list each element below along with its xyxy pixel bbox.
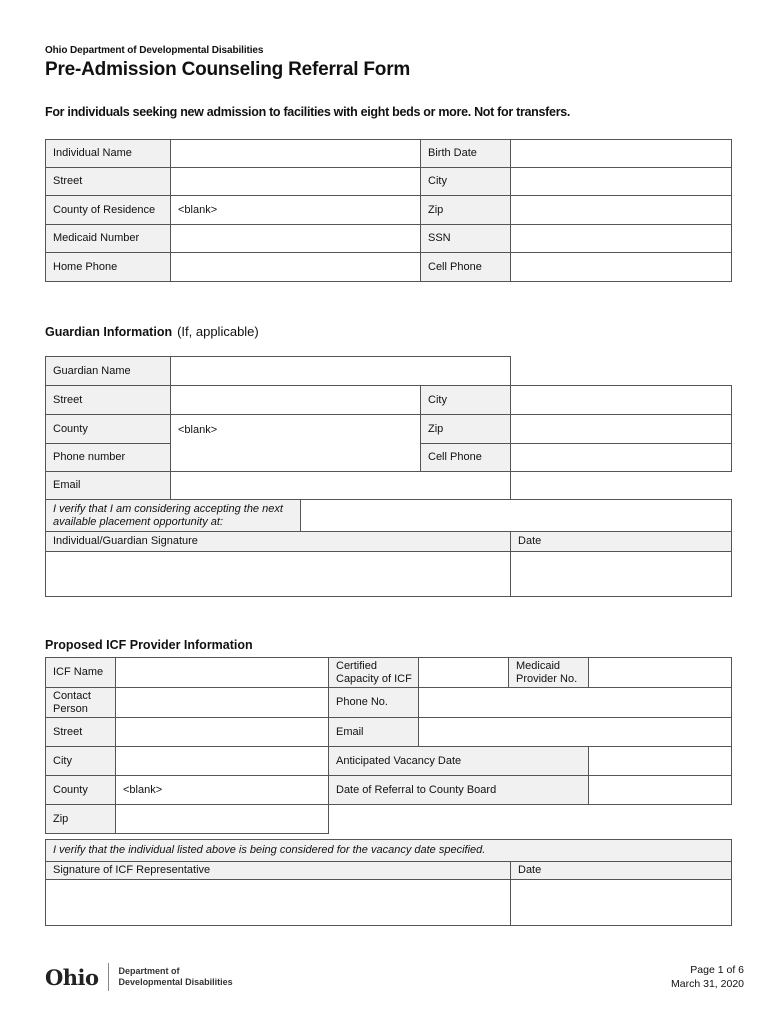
referral-date-label: Date of Referral to County Board [329, 776, 589, 805]
guardian-date-field[interactable] [511, 552, 732, 597]
provider-empty-cell [329, 805, 732, 834]
guardian-heading-title: Guardian Information [45, 325, 173, 339]
guardian-date-label: Date [511, 532, 732, 552]
guardian-city-field[interactable] [511, 386, 732, 415]
provider-phone-field[interactable] [419, 688, 732, 718]
provider-verify-table [45, 839, 732, 926]
logo-line-2: Developmental Disabilities [118, 977, 233, 987]
guardian-heading-note: (If, applicable) [177, 324, 259, 339]
contact-person-field[interactable] [116, 688, 329, 718]
city-field[interactable] [511, 168, 732, 196]
certified-capacity-field[interactable] [419, 658, 509, 688]
guardian-verify-text: I verify that I am considering accepting the next available placement opportunity at: [46, 500, 301, 532]
provider-city-field[interactable] [116, 747, 329, 776]
guardian-name-field[interactable] [171, 357, 511, 386]
guardian-email-label: Email [46, 472, 171, 500]
guardian-city-label: City [421, 386, 511, 415]
logo-line-1: Department of [118, 966, 180, 976]
icf-signature-label: Signature of ICF Representative [46, 862, 511, 880]
city-label: City [421, 168, 511, 196]
guardian-cell-phone-label: Cell Phone [421, 444, 511, 472]
logo-divider [108, 963, 109, 991]
provider-phone-label: Phone No. [329, 688, 419, 718]
cell-phone-label: Cell Phone [421, 253, 511, 282]
guardian-table [45, 356, 732, 597]
anticipated-vacancy-label: Anticipated Vacancy Date [329, 747, 589, 776]
ohio-logo-word: Ohio [45, 964, 99, 990]
provider-email-label: Email [329, 718, 419, 747]
guardian-phone-label: Phone number [46, 444, 171, 472]
provider-table [45, 657, 732, 834]
guardian-name-label: Guardian Name [46, 357, 171, 386]
provider-verify-text: I verify that the individual listed above is being considered for the vacancy date specified. [46, 840, 732, 862]
guardian-zip-field[interactable] [511, 415, 732, 444]
guardian-county-select[interactable]: <blank> [171, 415, 421, 472]
zip-field[interactable] [511, 196, 732, 225]
icf-date-label: Date [511, 862, 732, 880]
guardian-heading [45, 323, 259, 341]
ohio-dodd-logo [45, 963, 233, 991]
provider-heading: Proposed ICF Provider Information [45, 638, 253, 652]
individual-name-label: Individual Name [46, 140, 171, 168]
street-label: Street [46, 168, 171, 196]
medicaid-provider-field[interactable] [589, 658, 732, 688]
zip-label: Zip [421, 196, 511, 225]
birth-date-label: Birth Date [421, 140, 511, 168]
provider-county-label: County [46, 776, 116, 805]
icf-name-label: ICF Name [46, 658, 116, 688]
icf-signature-field[interactable] [46, 880, 511, 926]
revision-date: March 31, 2020 [671, 978, 744, 990]
provider-city-label: City [46, 747, 116, 776]
street-field[interactable] [171, 168, 421, 196]
birth-date-field[interactable] [511, 140, 732, 168]
guardian-placement-field[interactable] [301, 500, 732, 532]
provider-county-select[interactable]: <blank> [116, 776, 329, 805]
guardian-email-field[interactable] [171, 472, 511, 500]
cell-phone-field[interactable] [511, 253, 732, 282]
ssn-label: SSN [421, 225, 511, 253]
guardian-signature-label: Individual/Guardian Signature [46, 532, 511, 552]
form-subtitle: For individuals seeking new admission to facilities with eight beds or more. Not for transfers. [45, 105, 571, 119]
provider-street-label: Street [46, 718, 116, 747]
provider-zip-field[interactable] [116, 805, 329, 834]
certified-capacity-label: Certified Capacity of ICF [329, 658, 419, 688]
referral-date-field[interactable] [589, 776, 732, 805]
medicaid-number-field[interactable] [171, 225, 421, 253]
guardian-empty-cell [511, 357, 732, 386]
guardian-street-field[interactable] [171, 386, 421, 415]
provider-zip-label: Zip [46, 805, 116, 834]
provider-email-field[interactable] [419, 718, 732, 747]
footer-page-info [671, 963, 744, 991]
county-of-residence-select[interactable]: <blank> [171, 196, 421, 225]
guardian-street-label: Street [46, 386, 171, 415]
contact-person-label: Contact Person [46, 688, 116, 718]
county-of-residence-label: County of Residence [46, 196, 171, 225]
individual-table [45, 139, 732, 282]
icf-name-field[interactable] [116, 658, 329, 688]
agency-name: Ohio Department of Developmental Disabilities [45, 45, 264, 56]
page-number: Page 1 of 6 [690, 964, 744, 976]
icf-date-field[interactable] [511, 880, 732, 926]
individual-name-field[interactable] [171, 140, 421, 168]
guardian-signature-field[interactable] [46, 552, 511, 597]
guardian-cell-phone-field[interactable] [511, 444, 732, 472]
anticipated-vacancy-field[interactable] [589, 747, 732, 776]
guardian-empty-cell-2 [511, 472, 732, 500]
medicaid-provider-label: Medicaid Provider No. [509, 658, 589, 688]
form-title: Pre-Admission Counseling Referral Form [45, 59, 411, 80]
guardian-county-label: County [46, 415, 171, 444]
home-phone-label: Home Phone [46, 253, 171, 282]
home-phone-field[interactable] [171, 253, 421, 282]
provider-street-field[interactable] [116, 718, 329, 747]
medicaid-number-label: Medicaid Number [46, 225, 171, 253]
logo-agency-text [119, 966, 233, 988]
ssn-field[interactable] [511, 225, 732, 253]
guardian-zip-label: Zip [421, 415, 511, 444]
